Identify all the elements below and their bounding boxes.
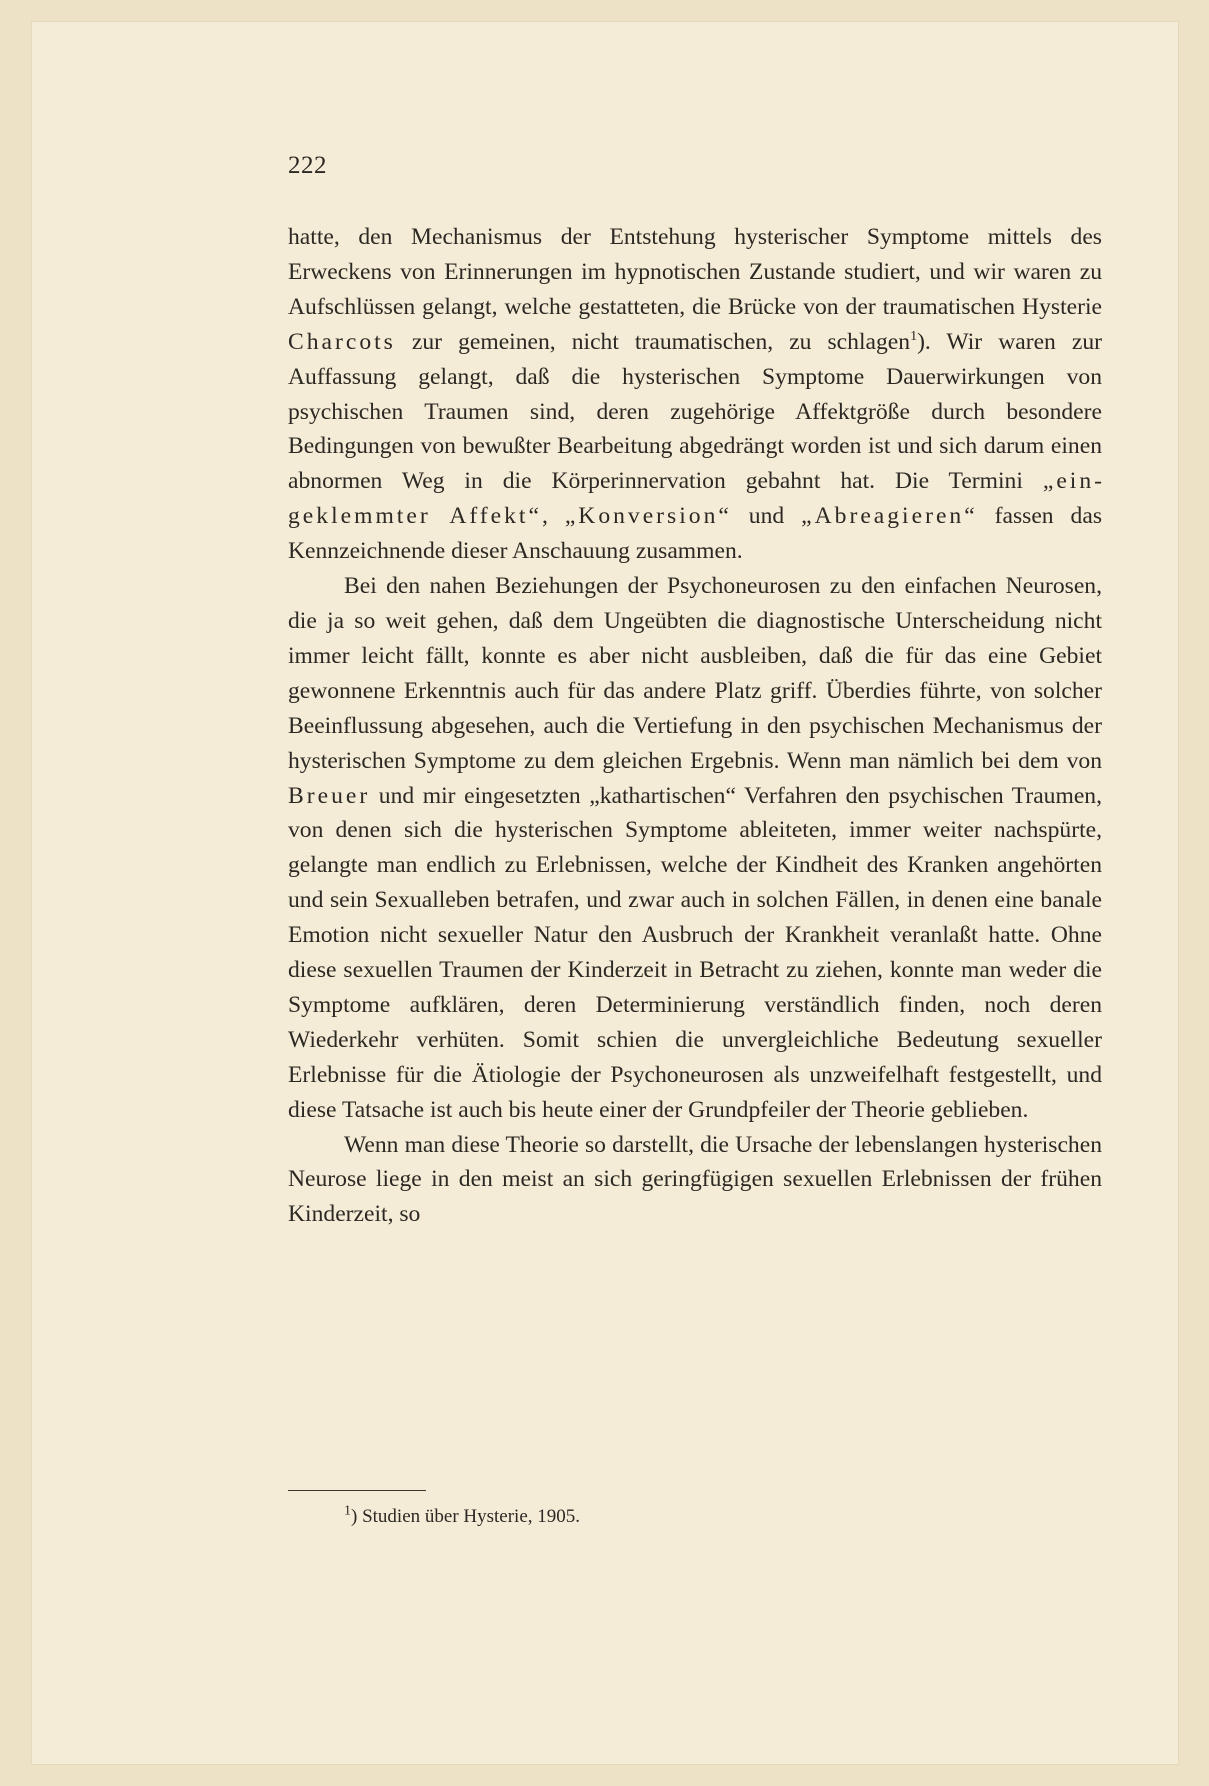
text-run: und mir eingesetzten „kathartischen“ Verfahren den psychischen Traumen, von denen sich die hysterischen Symptome ableiteten, immer weiter nachspürte, gelangte man endlich zu Erlebnissen, welche der Kindheit des Kranken angehörten und sein Sexualleben betrafen, und zwar auch in solchen Fällen, in denen eine banale Emotion nicht sexueller Natur den Ausbruch der Krankheit veranlaßt hatte. Ohne diese sexuellen Traumen der Kinderzeit in Betracht zu ziehen, konnte man weder die Symptome aufklären, deren Determinierung verständlich finden, noch deren Wiederkehr verhüten. Somit schien die unvergleichliche Bedeutung sexueller Erlebnisse für die Ätiologie der Psychoneurosen als unzweifelhaft festgestellt, und diese Tatsache ist auch bis heute einer der Grundpfeiler der Theorie geblieben. <box>288 782 1102 1123</box>
footnote-reference: 1 <box>910 328 918 344</box>
emphasized-text: „eingeklemmter Affekt“ <box>288 468 1102 530</box>
text-run: fassen das Kennzeichnende dieser Anschauung zusammen. <box>288 503 1103 565</box>
text-run: und <box>731 503 802 530</box>
footnote-divider <box>288 1490 426 1491</box>
emphasized-text: Breuer <box>288 782 371 809</box>
emphasized-text: Charcots <box>288 328 396 355</box>
text-run: zur gemeinen, nicht traumatischen, zu schlagen <box>395 328 911 355</box>
page-number: 222 <box>288 152 327 179</box>
text-run: hatte, den Mechanismus der Entstehung hysterischer Symptome mittels des Erweckens von Erinnerungen im hypnotischen Zustande studiert, und wir waren zu Aufschlüssen gelangt, welche gestatteten, die Brücke von der traumatischen Hysterie <box>288 224 1102 320</box>
paragraph <box>288 569 1102 1128</box>
paragraph <box>288 1128 1102 1233</box>
footnote-text: ) Studien über Hysterie, 1905. <box>351 1506 581 1527</box>
text-run: Bei den nahen Beziehungen der Psychoneurosen zu den einfachen Neurosen, die ja so weit gehen, daß dem Ungeübten die diagnostische Unterscheidung nicht immer leicht fällt, konnte es aber nicht ausbleiben, daß die für das eine Gebiet gewonnene Erkenntnis auch für das andere Platz griff. Überdies führte, von solcher Beeinflussung abgesehen, auch die Vertiefung in den psychischen Mechanismus der hysterischen Symptome zu dem gleichen Ergebnis. Wenn man nämlich bei dem von <box>288 573 1102 774</box>
emphasized-text: „Abreagieren“ <box>801 503 978 530</box>
paragraph <box>288 220 1102 569</box>
book-page <box>32 22 1178 1764</box>
text-run: ). Wir waren zur Auffassung gelangt, daß die hysterischen Symptome Dauerwirkungen von psychischen Traumen sind, deren zugehörige Affektgröße durch besondere Bedingungen von bewußter Bearbeitung abgedrängt worden ist und sich darum einen abnormen Weg in die Körperinnervation gebahnt hat. Die Termini <box>288 328 1102 495</box>
text-run: , <box>541 503 565 530</box>
text-run: Wenn man diese Theorie so darstellt, die Ursache der lebenslangen hysterischen Neurose liege in den meist an sich geringfügigen sexuellen Erlebnissen der frühen Kinderzeit, so <box>288 1131 1102 1228</box>
footnote-marker: 1 <box>344 1503 351 1519</box>
emphasized-text: „Konversion“ <box>564 503 732 530</box>
body-text <box>288 220 1102 1232</box>
footnote <box>344 1505 580 1529</box>
